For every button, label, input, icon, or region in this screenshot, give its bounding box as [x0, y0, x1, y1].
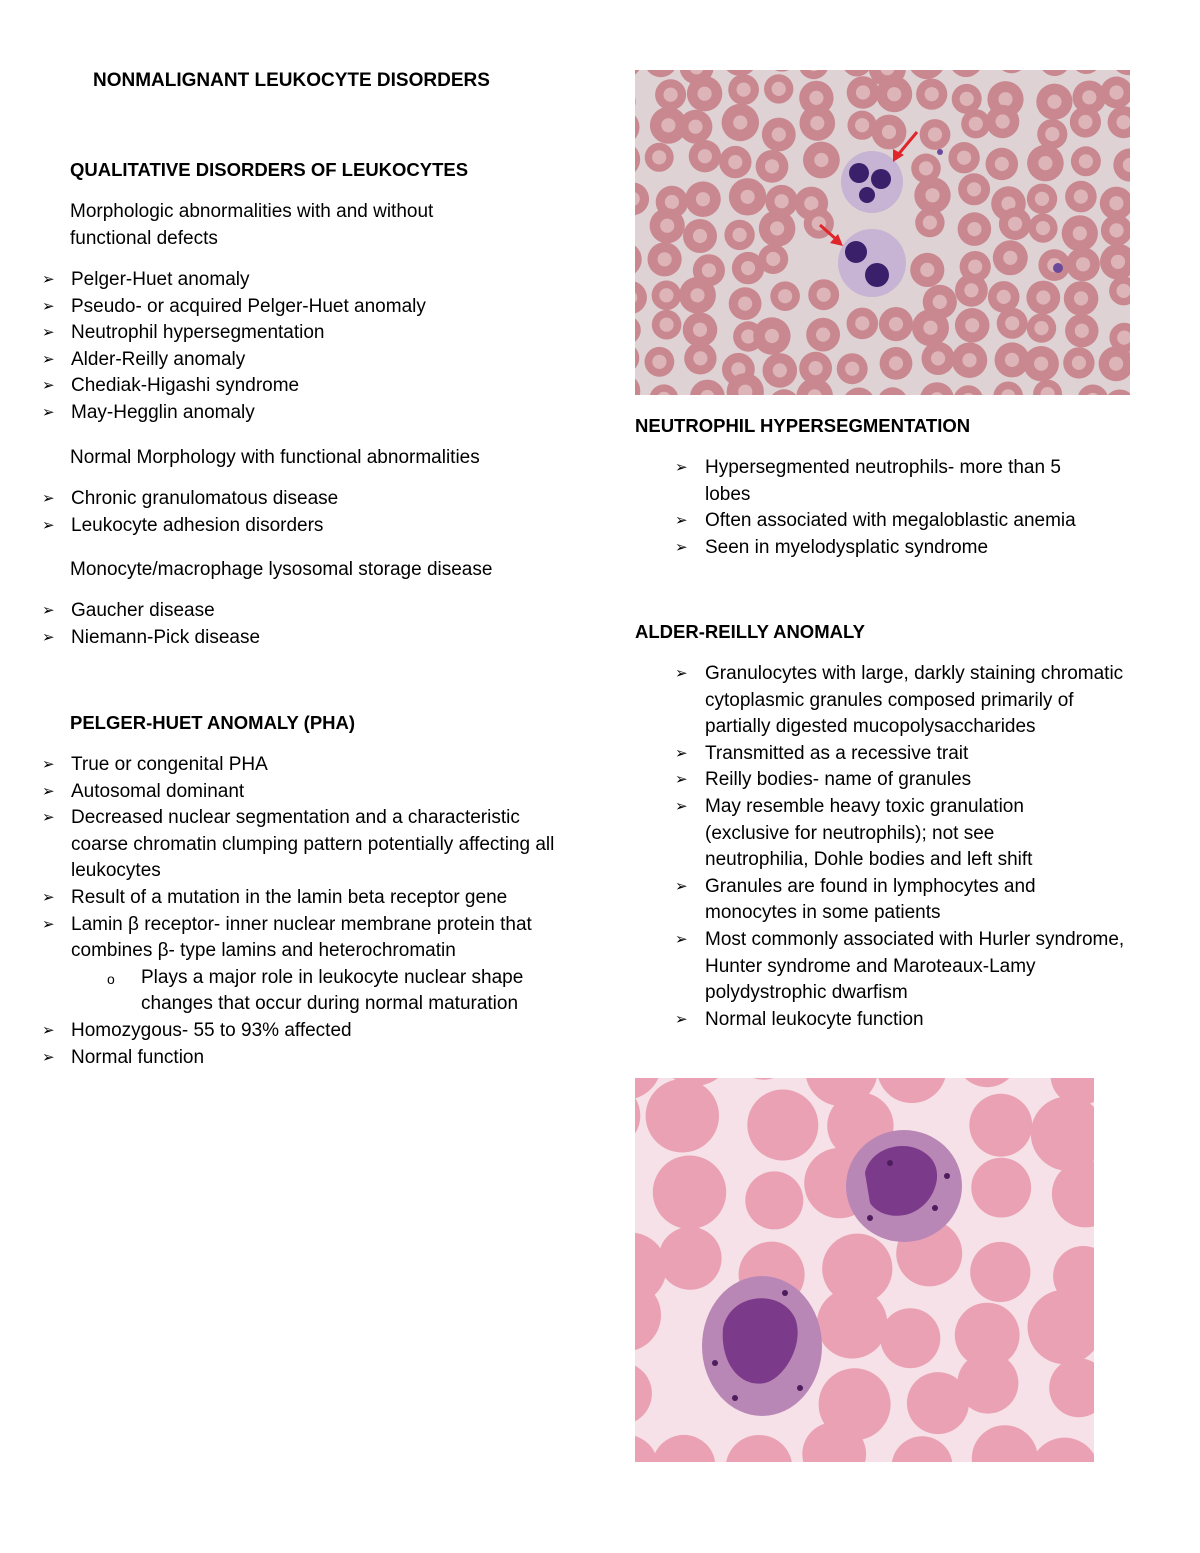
red-blood-cell-pallor — [923, 321, 937, 335]
pha-section — [70, 709, 580, 736]
red-blood-cell-pallor — [845, 362, 859, 376]
red-blood-cell-pallor — [660, 219, 674, 233]
red-blood-cell-pallor — [693, 351, 707, 365]
alder-list — [635, 661, 1135, 1033]
arrow-bullet-icon: ➢ — [42, 271, 55, 288]
arrow-bullet-icon: ➢ — [42, 756, 55, 773]
qualitative-heading: QUALITATIVE DISORDERS OF LEUKOCYTES — [70, 159, 469, 180]
arrow-bullet-icon: ➢ — [675, 744, 688, 762]
red-blood-cell-pallor — [665, 195, 679, 209]
red-blood-cell-pallor — [995, 157, 1009, 171]
red-blood-cell-pallor — [1082, 90, 1096, 104]
list-item: ➢ Gaucher disease — [0, 598, 600, 625]
page-title: NONMALIGNANT LEUKOCYTE DISORDERS — [93, 70, 490, 91]
red-blood-cell-pallor — [698, 149, 712, 163]
red-blood-cell-pallor — [923, 216, 937, 230]
group2-list-wrap — [0, 486, 600, 539]
red-blood-cell-pallor — [925, 87, 939, 101]
arrow-bullet-icon: ➢ — [42, 782, 55, 800]
arrow-bullet-icon: ➢ — [675, 665, 688, 682]
list-item: ➢ May resemble heavy toxic granulation (exclusive for neutrophils); not see neutrophilia, Dohle bodies and left shift — [675, 795, 1033, 871]
hyperseg-heading: NEUTROPHIL HYPERSEGMENTATION — [635, 415, 971, 436]
arrow-bullet-icon: ➢ — [675, 877, 688, 895]
red-blood-cell-pallor — [658, 252, 672, 266]
red-blood-cell-pallor — [1076, 257, 1090, 271]
red-blood-cell-pallor — [996, 114, 1010, 128]
red-blood-cell-pallor — [856, 85, 870, 99]
arrow-bullet-icon: ➢ — [42, 403, 55, 421]
red-blood-cell-pallor — [1109, 85, 1123, 99]
list-item: ➢ True or congenital PHA — [0, 752, 560, 779]
list-item: ➢ Chediak-Higashi syndrome — [0, 373, 600, 400]
red-blood-cell-pallor — [967, 182, 981, 196]
red-blood-cell-pallor — [733, 228, 747, 242]
red-blood-cell — [646, 1079, 719, 1152]
red-blood-cell-pallor — [1003, 251, 1017, 265]
group1-intro: Morphologic abnormalities with and without functional defects — [70, 201, 434, 249]
red-blood-cell-pallor — [855, 118, 869, 132]
red-blood-cell-pallor — [882, 125, 896, 139]
arrow-bullet-icon: ➢ — [675, 797, 688, 815]
arrow-bullet-icon: ➢ — [42, 1021, 55, 1039]
list-item: ➢ Granulocytes with large, darkly staining chromatic cytoplasmic granules composed primarily of partially digested mucopolysaccharides — [675, 663, 1124, 738]
list-item: ➢ May-Hegglin anomaly — [0, 400, 600, 427]
red-blood-cell-pallor — [998, 92, 1012, 106]
red-blood-cell-pallor — [661, 118, 675, 132]
group3 — [70, 556, 580, 583]
red-blood-cell-pallor — [962, 353, 976, 367]
list-item: ➢ Lamin β receptor- inner nuclear membrane protein that combines β- type lamins and heterochromatin — [42, 913, 532, 962]
list-item: ➢ Niemann-Pick disease — [0, 625, 600, 652]
blood-smear-image-hypersegmentation — [635, 70, 1130, 395]
granulocyte-cell — [702, 1276, 822, 1416]
red-blood-cell — [817, 1288, 887, 1358]
pha-sublist — [0, 965, 560, 1018]
red-blood-cell-pallor — [920, 263, 934, 277]
red-blood-cell-pallor — [1005, 353, 1019, 367]
red-blood-cell — [659, 1227, 722, 1290]
group2-intro: Normal Morphology with functional abnormalities — [70, 447, 480, 468]
list-item: ➢ Reilly bodies- name of granules — [635, 767, 1135, 794]
red-blood-cell-pallor — [889, 317, 903, 331]
arrow-bullet-icon: ➢ — [42, 297, 55, 315]
list-item: ➢ Often associated with megaloblastic anemia — [635, 508, 1135, 535]
red-blood-cell-pallor — [931, 351, 945, 365]
red-blood-cell — [745, 1171, 803, 1229]
hyperseg-section — [635, 412, 1135, 439]
red-blood-cell-pallor — [1045, 127, 1059, 141]
red-blood-cell-pallor — [733, 115, 747, 129]
red-blood-cell-pallor — [1109, 357, 1123, 371]
group1-list-wrap — [0, 267, 600, 427]
red-blood-cell-pallor — [773, 363, 787, 377]
neutrophil-cell — [838, 229, 906, 297]
red-blood-cell-pallor — [957, 151, 971, 165]
arrow-bullet-icon: ➢ — [675, 930, 688, 948]
red-blood-cell-pallor — [969, 117, 983, 131]
group3-intro: Monocyte/macrophage lysosomal storage disease — [70, 559, 493, 580]
red-blood-cell-pallor — [778, 289, 792, 303]
group3-list-wrap — [0, 598, 600, 651]
arrow-bullet-icon: ➢ — [42, 915, 55, 933]
qualitative-section — [70, 156, 580, 183]
red-blood-cell-pallor — [765, 329, 779, 343]
list-item: ➢ Chronic granulomatous disease — [0, 486, 600, 513]
red-blood-cell-pallor — [887, 87, 901, 101]
red-blood-cell-pallor — [738, 297, 752, 311]
red-blood-cell-pallor — [810, 116, 824, 130]
red-blood-cell-pallor — [997, 290, 1011, 304]
arrow-bullet-icon: ➢ — [675, 459, 688, 476]
circle-bullet-icon: o — [107, 970, 115, 987]
red-blood-cell-pallor — [804, 196, 818, 210]
red-blood-cell-pallor — [919, 161, 933, 175]
alder-list-wrap — [635, 661, 1135, 1033]
list-item: ➢ Pseudo- or acquired Pelger-Huet anomaly — [0, 294, 600, 321]
red-blood-cell — [957, 1353, 1018, 1414]
red-blood-cell-pallor — [1005, 316, 1019, 330]
list-item: ➢ Leukocyte adhesion disorders — [0, 513, 600, 540]
red-blood-cell-pallor — [741, 261, 755, 275]
red-blood-cell-pallor — [855, 316, 869, 330]
red-blood-cell-pallor — [1036, 221, 1050, 235]
red-blood-cell — [970, 1242, 1030, 1302]
red-blood-cell-pallor — [664, 88, 678, 102]
arrow-bullet-icon: ➢ — [42, 602, 55, 619]
platelet — [937, 149, 943, 155]
arrow-bullet-icon: ➢ — [42, 888, 55, 906]
arrow-bullet-icon: ➢ — [675, 1010, 688, 1028]
red-blood-cell — [747, 1090, 818, 1161]
red-blood-cell-pallor — [1111, 255, 1125, 269]
red-blood-cell-pallor — [766, 252, 780, 266]
list-item: ➢ Pelger-Huet anomaly — [0, 267, 600, 294]
platelet — [1053, 263, 1063, 273]
list-item: ➢ Most commonly associated with Hurler syndrome, Hunter syndrome and Maroteaux-Lamy polydystrophic dwarfism — [675, 928, 1125, 1004]
arrow-bullet-icon: ➢ — [42, 809, 55, 827]
hyperseg-list-wrap — [635, 455, 1135, 561]
red-blood-cell-pallor — [967, 222, 981, 236]
red-blood-cell-pallor — [960, 92, 974, 106]
red-blood-cell-pallor — [925, 188, 939, 202]
red-blood-cell-pallor — [933, 295, 947, 309]
red-blood-cell-pallor — [698, 87, 712, 101]
list-item: ➢ Neutrophil hypersegmentation — [0, 320, 600, 347]
red-blood-cell-pallor — [1079, 154, 1093, 168]
arrow-bullet-icon: ➢ — [42, 516, 55, 534]
red-blood-cell-pallor — [1034, 321, 1048, 335]
red-blood-cell-pallor — [702, 263, 716, 277]
alder-section — [635, 618, 1135, 645]
list-item: ➢ Decreased nuclear segmentation and a characteristic coarse chromatin clumping pattern potentially affecting all leukocytes — [42, 807, 555, 882]
pha-list-after — [0, 1018, 560, 1071]
red-blood-cell-pallor — [1074, 291, 1088, 305]
arrow-bullet-icon: ➢ — [42, 350, 55, 368]
red-blood-cell-pallor — [814, 153, 828, 167]
list-item: ➢ Alder-Reilly anomaly — [0, 347, 600, 374]
group1 — [70, 198, 500, 252]
red-blood-cell-pallor — [1035, 192, 1049, 206]
red-blood-cell-pallor — [817, 288, 831, 302]
red-blood-cell-pallor — [1036, 290, 1050, 304]
smear-illustration-2 — [635, 1078, 1094, 1462]
list-item: ➢ Homozygous- 55 to 93% affected — [0, 1018, 560, 1045]
list-item: ➢ Granules are found in lymphocytes and monocytes in some patients — [675, 875, 1036, 924]
hyperseg-list — [635, 455, 1135, 561]
alder-heading: ALDER-REILLY ANOMALY — [635, 621, 865, 642]
list-item: ➢ Autosomal dominant — [0, 779, 560, 806]
red-blood-cell-pallor — [1047, 95, 1061, 109]
arrow-bullet-icon: ➢ — [675, 771, 688, 789]
red-blood-cell-pallor — [964, 283, 978, 297]
list-item: ➢ Normal function — [0, 1045, 560, 1072]
red-blood-cell-pallor — [809, 361, 823, 375]
red-blood-cell-pallor — [652, 150, 666, 164]
red-blood-cell-pallor — [889, 356, 903, 370]
red-blood-cell-pallor — [1008, 217, 1022, 231]
arrow-bullet-icon: ➢ — [42, 490, 55, 507]
arrow-bullet-icon: ➢ — [675, 538, 688, 556]
red-blood-cell-pallor — [772, 127, 786, 141]
blood-smear-image-alder-reilly — [635, 1078, 1094, 1462]
red-blood-cell — [653, 1156, 726, 1229]
list-item: ➢ Transmitted as a recessive trait — [635, 741, 1135, 768]
red-blood-cell-pallor — [1075, 324, 1089, 338]
arrow-bullet-icon: ➢ — [42, 1048, 55, 1066]
red-blood-cell-pallor — [1072, 356, 1086, 370]
red-blood-cell-pallor — [693, 323, 707, 337]
arrow-bullet-icon: ➢ — [675, 512, 688, 530]
red-blood-cell-pallor — [928, 127, 942, 141]
red-blood-cell-pallor — [1109, 196, 1123, 210]
red-blood-cell-pallor — [652, 355, 666, 369]
red-blood-cell-pallor — [1034, 357, 1048, 371]
pha-list-wrap — [0, 752, 560, 1071]
arrow-bullet-icon: ➢ — [42, 628, 55, 646]
red-blood-cell-pallor — [809, 91, 823, 105]
red-blood-cell-pallor — [688, 120, 702, 134]
red-blood-cell-pallor — [741, 190, 755, 204]
list-item: ➢ Normal leukocyte function — [635, 1007, 1135, 1034]
pha-list — [0, 752, 560, 965]
red-blood-cell-pallor — [690, 288, 704, 302]
pha-heading: PELGER-HUET ANOMALY (PHA) — [70, 712, 356, 733]
red-blood-cell-pallor — [965, 318, 979, 332]
red-blood-cell-pallor — [1073, 226, 1087, 240]
red-blood-cell-pallor — [772, 82, 786, 96]
list-item: ➢ Seen in myelodysplatic syndrome — [635, 535, 1135, 562]
arrow-bullet-icon: ➢ — [42, 377, 55, 395]
red-blood-cell-pallor — [728, 155, 742, 169]
group2 — [70, 444, 580, 471]
red-blood-cell-pallor — [696, 192, 710, 206]
red-blood-cell-pallor — [1038, 156, 1052, 170]
red-blood-cell — [969, 1094, 1032, 1157]
list-item: ➢ Result of a mutation in the lamin beta receptor gene — [0, 885, 560, 912]
smear-illustration-1 — [635, 70, 1130, 395]
sub-list-item: o Plays a major role in leukocyte nuclear shape changes that occur during normal maturation — [107, 966, 524, 1015]
red-blood-cell-pallor — [816, 328, 830, 342]
red-blood-cell-pallor — [659, 288, 673, 302]
red-blood-cell-pallor — [1078, 115, 1092, 129]
red-blood-cell-pallor — [693, 229, 707, 243]
red-blood-cell — [971, 1158, 1031, 1218]
group3-list — [0, 598, 600, 651]
red-blood-cell-pallor — [765, 159, 779, 173]
red-blood-cell-pallor — [1074, 190, 1088, 204]
red-blood-cell-pallor — [737, 83, 751, 97]
arrow-bullet-icon: ➢ — [42, 324, 55, 342]
group2-list — [0, 486, 600, 539]
red-blood-cell-pallor — [770, 221, 784, 235]
red-blood-cell-pallor — [1109, 223, 1123, 237]
group1-list — [0, 267, 600, 427]
granulocyte-cell — [846, 1130, 962, 1242]
red-blood-cell-pallor — [968, 260, 982, 274]
red-blood-cell-pallor — [660, 318, 674, 332]
red-blood-cell-pallor — [775, 194, 789, 208]
red-blood-cell — [880, 1308, 940, 1368]
list-item: ➢ Hypersegmented neutrophils- more than 5 lobes — [675, 457, 1061, 505]
